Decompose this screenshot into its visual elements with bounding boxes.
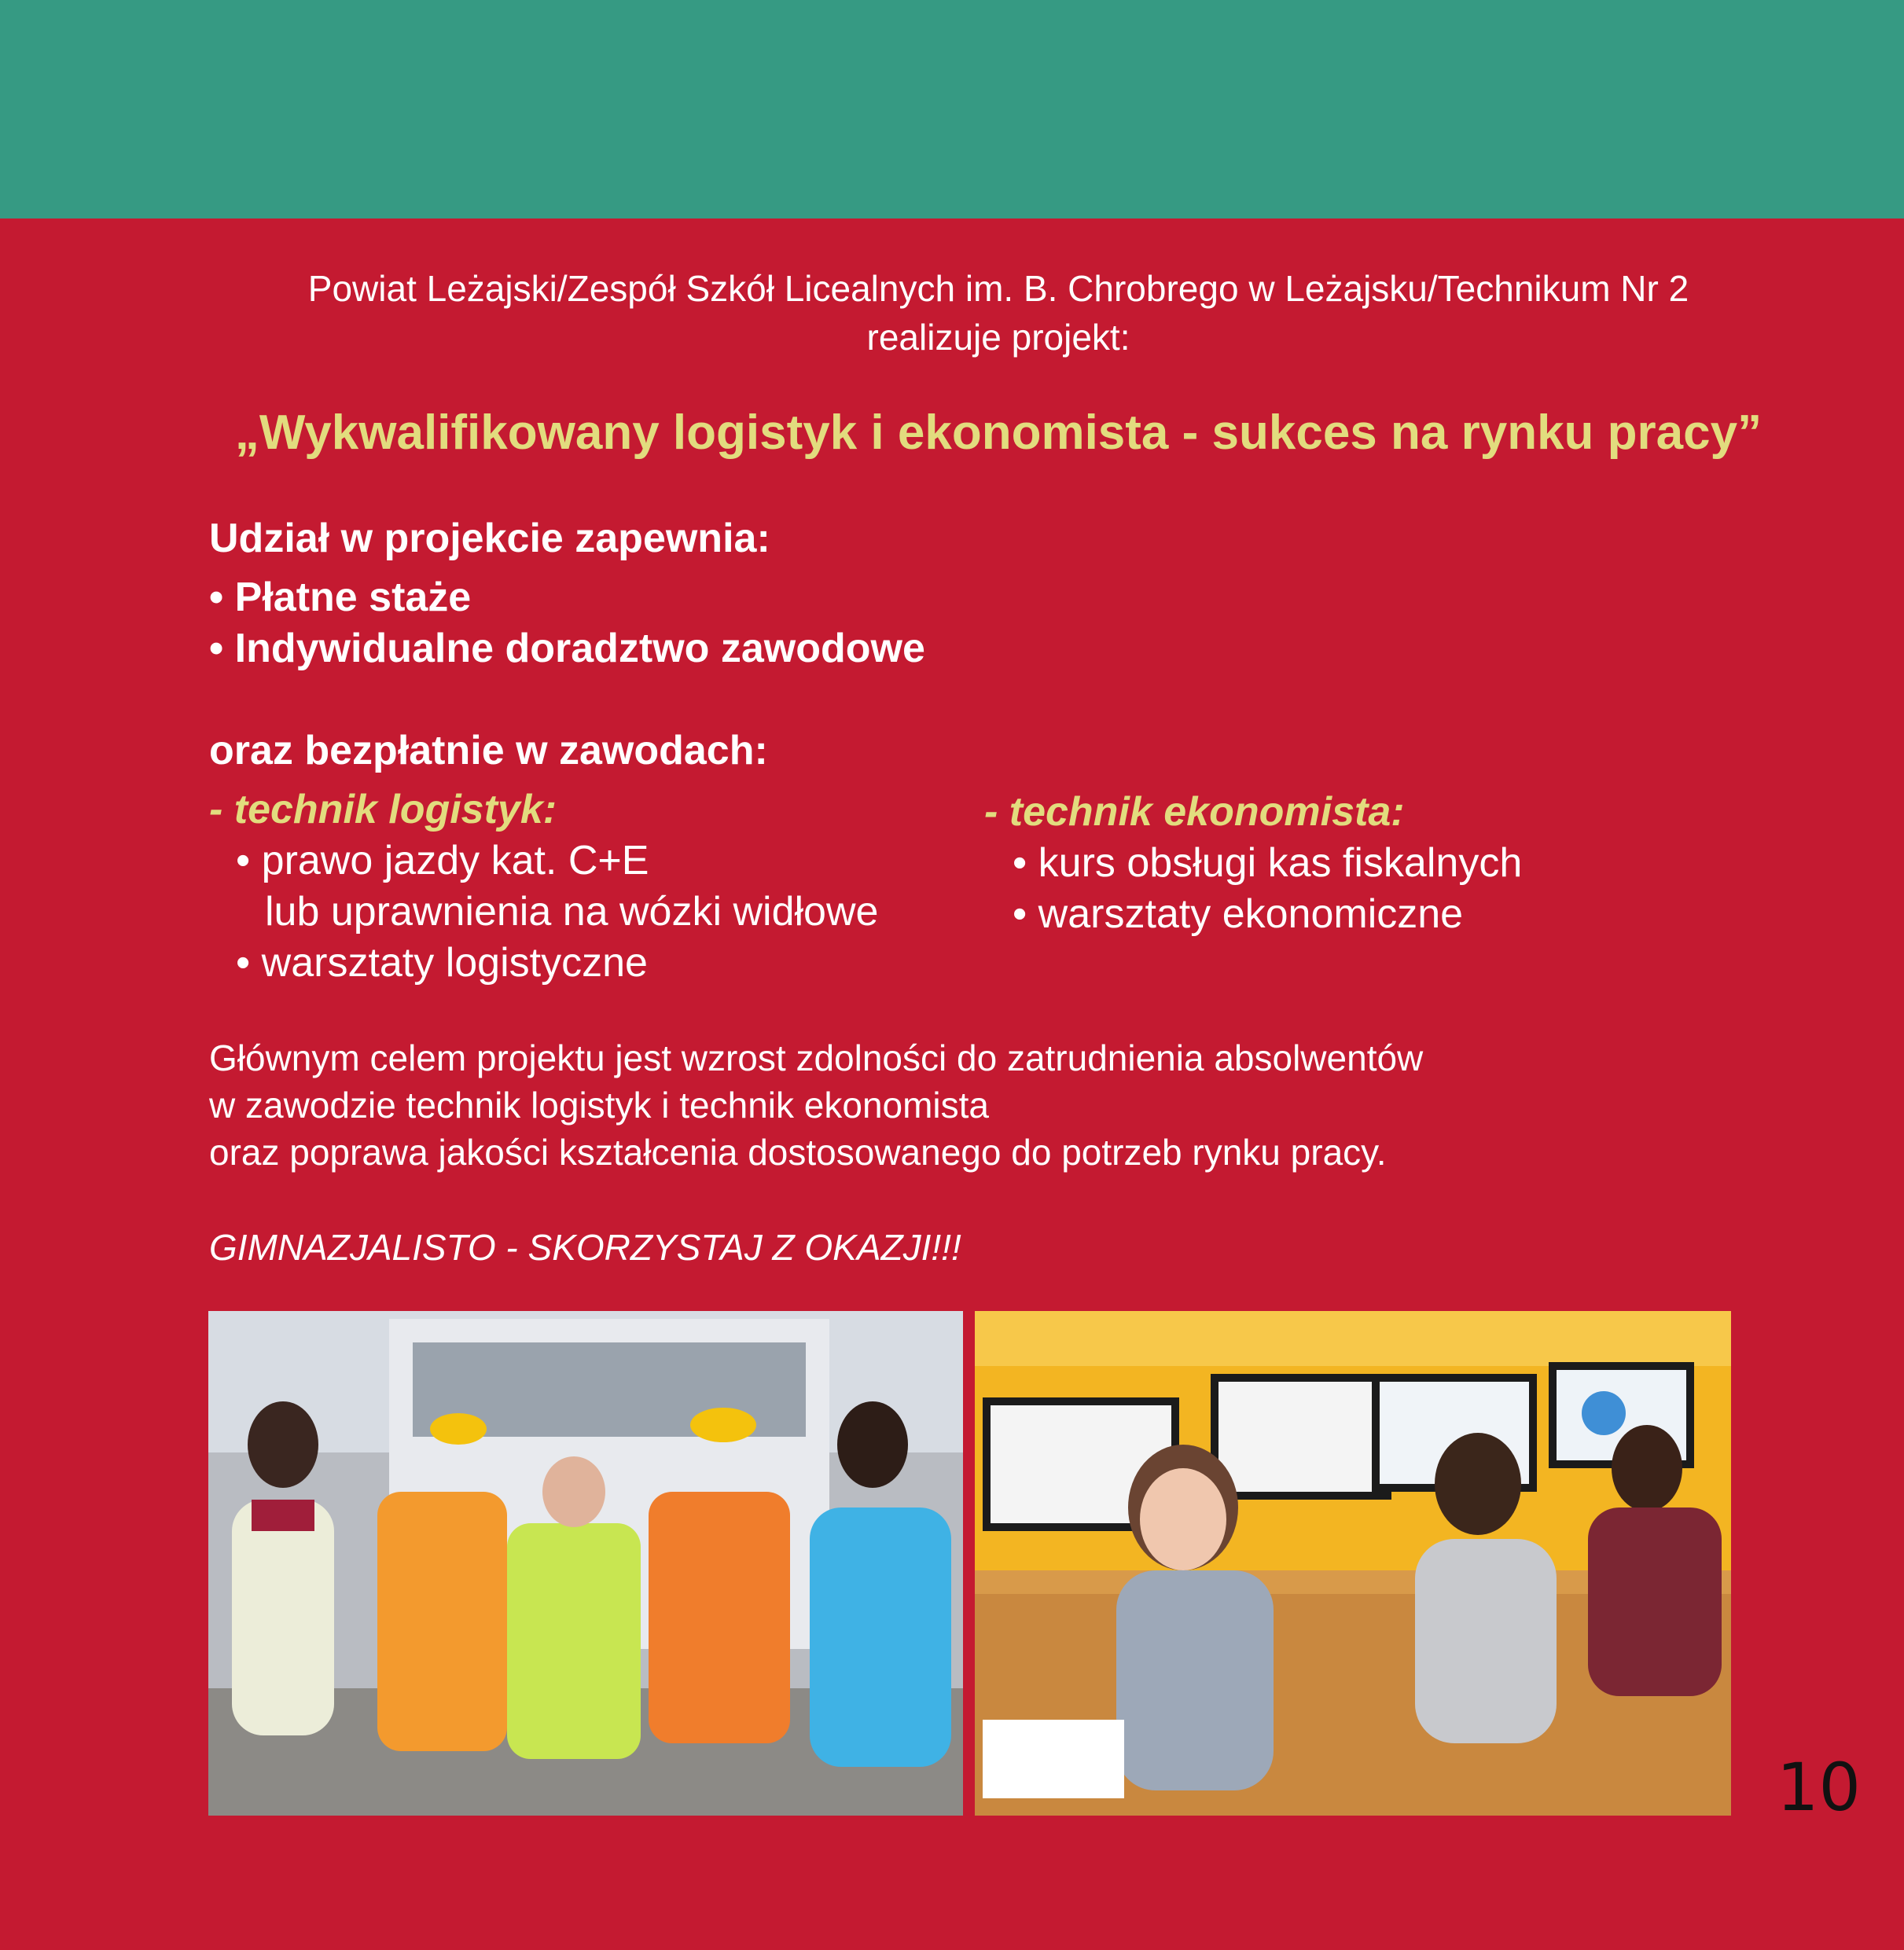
- organization-line: [0, 264, 1904, 362]
- ekonomista-item: • warsztaty ekonomiczne: [1013, 891, 1464, 937]
- realizuje-text: realizuje projekt:: [866, 317, 1130, 358]
- logistyk-item: • warsztaty logistyczne: [236, 940, 648, 986]
- project-title: „Wykwalifikowany logistyk i ekonomista - sukces na rynku pracy”: [234, 406, 1762, 460]
- goal-line: Głównym celem projektu jest wzrost zdolności do zatrudnienia absolwentów: [209, 1037, 1424, 1078]
- ekonomista-item: • kurs obsługi kas fiskalnych: [1013, 840, 1523, 886]
- benefits-heading: Udział w projekcie zapewnia:: [209, 516, 770, 561]
- photo-computer-lab: [975, 1311, 1731, 1816]
- logistyk-item: • prawo jazdy kat. C+E: [236, 838, 649, 883]
- goal-paragraph: [209, 1034, 1423, 1176]
- call-to-action: GIMNAZJALISTO - SKORZYSTAJ Z OKAZJI!!!: [209, 1227, 961, 1268]
- photo-logistics-students: [208, 1311, 963, 1816]
- benefit-item: • Indywidualne doradztwo zawodowe: [209, 626, 925, 671]
- top-color-band: [0, 0, 1904, 219]
- ekonomista-label: - technik ekonomista:: [984, 789, 1405, 835]
- goal-line: w zawodzie technik logistyk i technik ekonomista: [209, 1085, 990, 1126]
- goal-line: oraz poprawa jakości kształcenia dostosowanego do potrzeb rynku pracy.: [209, 1132, 1387, 1173]
- org-text: Powiat Leżajski/Zespół Szkół Licealnych im. B. Chrobrego w Leżajsku/Technikum Nr 2: [307, 268, 1689, 309]
- logistyk-label: - technik logistyk:: [209, 787, 557, 832]
- free-heading: oraz bezpłatnie w zawodach:: [209, 728, 768, 773]
- benefit-item: • Płatne staże: [209, 575, 472, 620]
- page-number: 10: [1777, 1749, 1861, 1826]
- logistyk-item: lub uprawnienia na wózki widłowe: [265, 889, 879, 935]
